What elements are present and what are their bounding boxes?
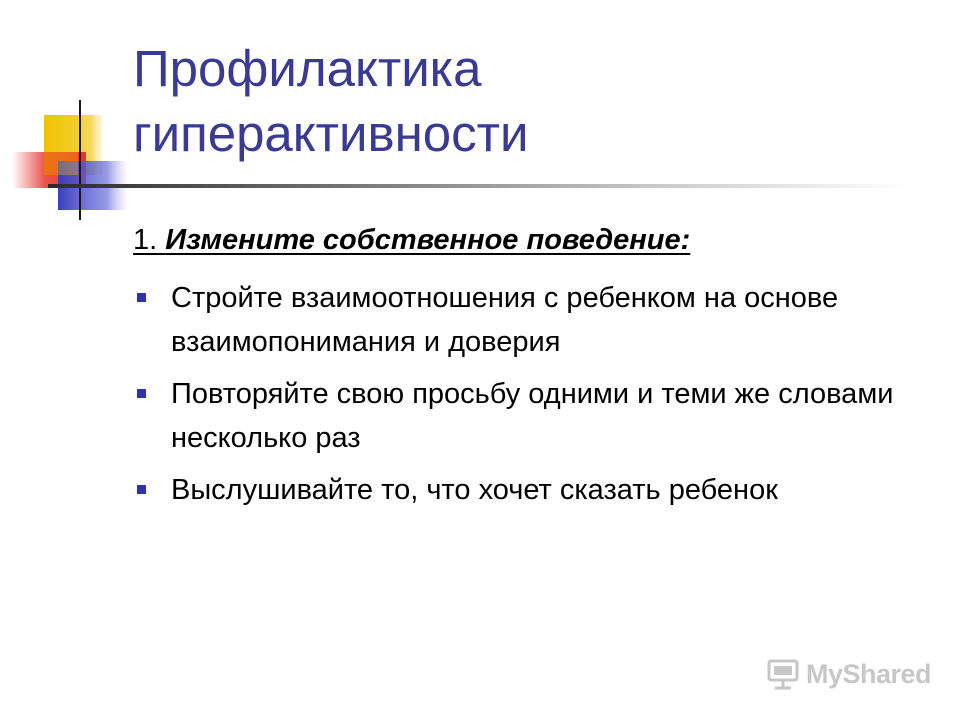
- bullet-list: [133, 276, 913, 520]
- slide-title: [133, 36, 913, 166]
- square-bullet-icon: [137, 485, 146, 494]
- watermark: [766, 656, 931, 692]
- bullet-text-1: Стройте взаимоотношения с ребенком на основе взаимопонимания и доверия: [171, 282, 839, 358]
- bullet-item-2: [133, 372, 913, 460]
- bullet-text-2: Повторяйте свою просьбу одними и теми же словами несколько раз: [171, 378, 894, 454]
- bullet-item-3: [133, 468, 913, 512]
- square-bullet-icon: [137, 293, 146, 302]
- title-divider: [48, 184, 908, 188]
- section-heading: [133, 220, 690, 260]
- section-heading-number: 1.: [133, 224, 158, 256]
- slide-title-line-1: Профилактика: [133, 40, 482, 97]
- presentation-board-icon: [766, 657, 800, 691]
- bullet-item-1: [133, 276, 913, 364]
- watermark-text: MyShared: [806, 658, 932, 689]
- section-heading-text: Измените собственное поведение:: [165, 224, 691, 256]
- square-bullet-icon: [137, 389, 146, 398]
- bullet-text-3: Выслушивайте то, что хочет сказать ребенок: [171, 474, 778, 506]
- slide-title-line-2: гиперактивности: [133, 105, 529, 162]
- corner-squares-icon: [0, 95, 140, 225]
